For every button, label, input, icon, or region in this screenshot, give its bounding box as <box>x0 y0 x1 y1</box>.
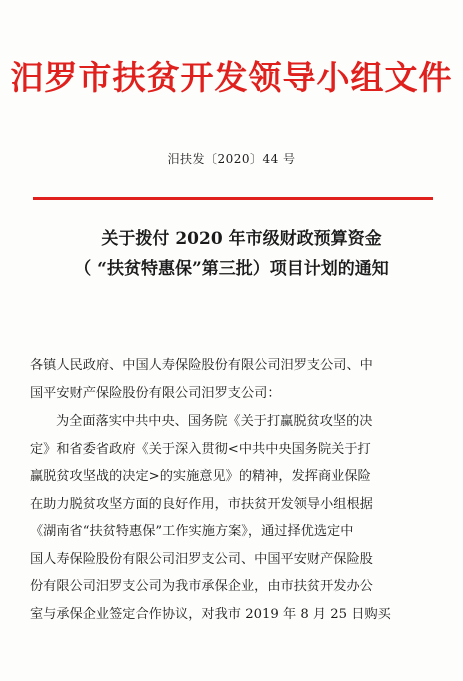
body-line: 在助力脱贫攻坚方面的良好作用，市扶贫开发领导小组根据 <box>30 496 373 512</box>
addressee-line-2: 国平安财产保险股份有限公司汨罗支公司： <box>30 385 281 401</box>
notice-title-line-2: （ “扶贫特惠保”第三批）项目计划的通知 <box>74 259 389 279</box>
body-line: 室与承保企业签定合作协议，对我市 2019 年 8 月 25 日购买 <box>30 606 391 622</box>
notice-title <box>0 224 463 284</box>
body-paragraph <box>30 408 440 628</box>
body-line: 份有限公司汨罗支公司为我市承保企业，由市扶贫开发办公 <box>30 579 373 594</box>
body-line: 国人寿保险股份有限公司汨罗支公司、中国平安财产保险股 <box>30 551 373 567</box>
document-header-title: 汨罗市扶贫开发领导小组文件 <box>10 58 453 97</box>
body-line: 《湖南省“扶贫特惠保”工作实施方案》，通过择优选定中 <box>30 524 354 539</box>
body-line: 定》和省委省政府《关于深入贯彻<中共中央国务院关于打 <box>30 441 371 457</box>
addressee-line-1: 各镇人民政府、中国人寿保险股份有限公司汨罗支公司、中 <box>30 358 373 373</box>
red-divider-rule <box>33 197 433 200</box>
addressee-block <box>30 352 440 407</box>
body-line: 为全面落实中共中央、国务院《关于打赢脱贫攻坚的决 <box>56 414 373 429</box>
body-line: 赢脱贫攻坚战的决定>的实施意见》的精神，发挥商业保险 <box>30 469 371 484</box>
notice-title-line-1: 关于拨付 2020 年市级财政预算资金 <box>101 229 382 249</box>
document-number: 汨扶发〔2020〕44 号 <box>167 152 296 166</box>
